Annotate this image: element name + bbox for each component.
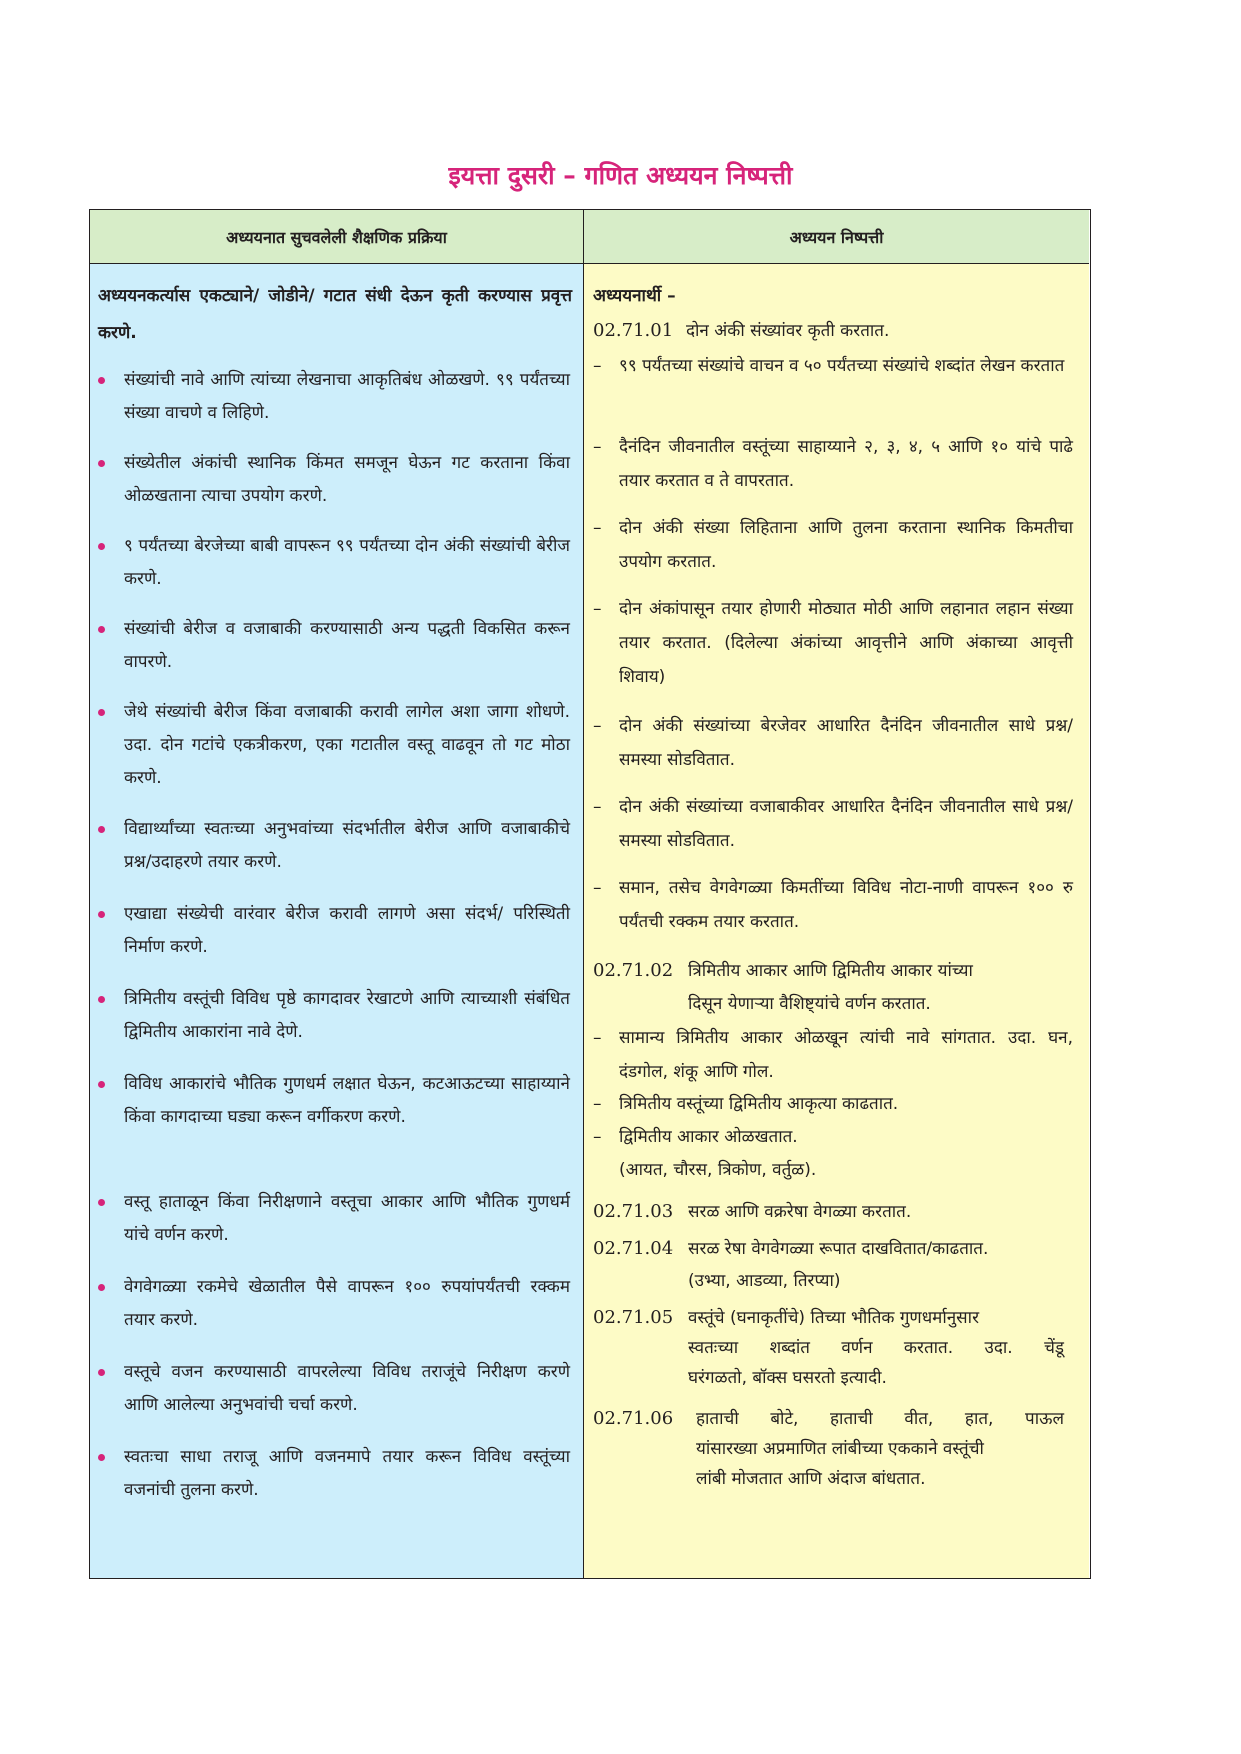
header-processes: अध्ययनात सुचवलेली शैक्षणिक प्रक्रिया bbox=[90, 210, 584, 264]
outcome-code: 02.71.02 bbox=[593, 960, 674, 981]
bullet-icon bbox=[98, 1369, 105, 1376]
outcome-sub-item: – समान, तसेच वेगवेगळ्या किमतींच्या विविध नोटा-नाणी वापरून १०० रु पर्यंतची रक्कम तयार करतात. bbox=[593, 878, 1073, 932]
list-item: एखाद्या संख्येची वारंवार बेरीज करावी लागणे असा संदर्भ/ परिस्थिती निर्माण करणे. bbox=[98, 898, 570, 964]
outcome-text: त्रिमितीय आकार आणि द्विमितीय आकार यांच्या bbox=[688, 961, 973, 981]
list-item: विविध आकारांचे भौतिक गुणधर्म लक्षात घेऊन, कटआऊटच्या साहाय्याने किंवा कागदाच्या घड्या करून वर्गीकरण करणे. bbox=[98, 1068, 570, 1134]
outcomes-heading: अध्ययनार्थी – bbox=[593, 286, 676, 306]
outcome-code: 02.71.04 bbox=[593, 1238, 674, 1259]
outcome-code: 02.71.03 bbox=[593, 1201, 674, 1222]
outcome-sub-item: – ९९ पर्यंतच्या संख्यांचे वाचन व ५० पर्यंतच्या संख्यांचे शब्दांत लेखन करतात bbox=[593, 356, 1065, 376]
outcome-sub-item: – त्रिमितीय वस्तूंच्या द्विमितीय आकृत्या काढतात. bbox=[593, 1094, 899, 1114]
outcome-sub-item: – दोन अंकी संख्यांच्या वजाबाकीवर आधारित दैनंदिन जीवनातील साधे प्रश्न/समस्या सोडवितात. bbox=[593, 797, 1073, 851]
processes-column bbox=[90, 264, 584, 1578]
bullet-icon bbox=[98, 709, 105, 716]
bullet-icon bbox=[98, 911, 105, 918]
list-item: वेगवेगळ्या रकमेचे खेळातील पैसे वापरून १०० रुपयांपर्यंतची रक्कम तयार करणे. bbox=[98, 1271, 570, 1337]
bullet-icon bbox=[98, 460, 105, 467]
outcome-text: (उभ्या, आडव्या, तिरप्या) bbox=[688, 1271, 841, 1291]
outcome-sub-item: – दैनंदिन जीवनातील वस्तूंच्या साहाय्याने २, ३, ४, ५ आणि १० यांचे पाढे तयार करतात व ते वापरतात. bbox=[593, 437, 1073, 491]
outcome-text: हाताची बोटे, हाताची वीत, हात, पाऊल bbox=[696, 1409, 1064, 1429]
bullet-icon bbox=[98, 1284, 105, 1291]
outcome-code: 02.71.05 bbox=[593, 1307, 674, 1328]
outcome-text: घरंगळतो, बॉक्स घसरतो इत्यादी. bbox=[688, 1368, 887, 1388]
bullet-icon bbox=[98, 996, 105, 1003]
outcomes-column bbox=[584, 264, 1089, 1578]
outcome-text: सरळ रेषा वेगवेगळ्या रूपात दाखवितात/काढतात. bbox=[688, 1239, 989, 1259]
outcome-text: यांसारख्या अप्रमाणित लांबीच्या एककाने वस्तूंची bbox=[696, 1439, 984, 1459]
outcome-sub-item: – दोन अंकांपासून तयार होणारी मोठ्यात मोठी आणि लहानात लहान संख्या तयार करतात. (दिलेल्या अंकांच्या आवृत्तीने आणि अंकाच्या आवृत्ती शिवाय) bbox=[593, 599, 1073, 687]
page-title: इयत्ता दुसरी – गणित अध्ययन निष्पत्ती bbox=[448, 161, 793, 190]
processes-intro: अध्ययनकर्त्यास एकट्याने/ जोडीने/ गटात संधी देऊन कृती करण्यास प्रवृत्त करणे. bbox=[98, 286, 572, 343]
outcome-text: लांबी मोजतात आणि अंदाज बांधतात. bbox=[696, 1469, 926, 1489]
outcome-code: 02.71.01 bbox=[593, 320, 674, 341]
list-item: संख्यांची नावे आणि त्यांच्या लेखनाचा आकृतिबंध ओळखणे. ९९ पर्यंतच्या संख्या वाचणे व लिहिणे. bbox=[98, 364, 570, 430]
outcome-text: वस्तूंचे (घनाकृतींचे) तिच्या भौतिक गुणधर्मानुसार bbox=[688, 1308, 980, 1328]
bullet-icon bbox=[98, 1454, 105, 1461]
bullet-icon bbox=[98, 626, 105, 633]
bullet-icon bbox=[98, 826, 105, 833]
outcome-text: सरळ आणि वक्ररेषा वेगळ्या करतात. bbox=[688, 1202, 912, 1222]
bullet-icon bbox=[98, 543, 105, 550]
outcome-sub-item: – दोन अंकी संख्यांच्या बेरजेवर आधारित दैनंदिन जीवनातील साधे प्रश्न/समस्या सोडवितात. bbox=[593, 716, 1073, 770]
outcome-code: 02.71.06 bbox=[593, 1408, 674, 1429]
list-item: संख्यांची बेरीज व वजाबाकी करण्यासाठी अन्य पद्धती विकसित करून वापरणे. bbox=[98, 613, 570, 679]
bullet-icon bbox=[98, 1081, 105, 1088]
list-item: स्वतःचा साधा तराजू आणि वजनमापे तयार करून विविध वस्तूंच्या वजनांची तुलना करणे. bbox=[98, 1441, 570, 1507]
bullet-icon bbox=[98, 377, 105, 384]
outcomes-table bbox=[89, 209, 1091, 1579]
outcome-sub-item: – सामान्य त्रिमितीय आकार ओळखून त्यांची नावे सांगतात. उदा. घन, दंडगोल, शंकू आणि गोल. bbox=[593, 1028, 1073, 1082]
outcome-note: (आयत, चौरस, त्रिकोण, वर्तुळ). bbox=[619, 1160, 817, 1180]
list-item: त्रिमितीय वस्तूंची विविध पृष्ठे कागदावर रेखाटणे आणि त्याच्याशी संबंधित द्विमितीय आकारांना नावे देणे. bbox=[98, 983, 570, 1049]
outcome-sub-item: – द्विमितीय आकार ओळखतात. bbox=[593, 1127, 798, 1147]
list-item: वस्तूचे वजन करण्यासाठी वापरलेल्या विविध तराजूंचे निरीक्षण करणे आणि आलेल्या अनुभवांची चर्चा करणे. bbox=[98, 1356, 570, 1422]
list-item: जेथे संख्यांची बेरीज किंवा वजाबाकी करावी लागेल अशा जागा शोधणे. उदा. दोन गटांचे एकत्रीकरण, एका गटातील वस्तू वाढवून तो गट मोठा करणे. bbox=[98, 696, 570, 795]
outcome-sub-item: – दोन अंकी संख्या लिहिताना आणि तुलना करताना स्थानिक किमतीचा उपयोग करतात. bbox=[593, 518, 1073, 572]
list-item: संख्येतील अंकांची स्थानिक किंमत समजून घेऊन गट करताना किंवा ओळखताना त्याचा उपयोग करणे. bbox=[98, 447, 570, 513]
list-item: वस्तू हाताळून किंवा निरीक्षणाने वस्तूचा आकार आणि भौतिक गुणधर्म यांचे वर्णन करणे. bbox=[98, 1186, 570, 1252]
outcome-text: स्वतःच्या शब्दांत वर्णन करतात. उदा. चेंडू bbox=[688, 1338, 1064, 1358]
bullet-icon bbox=[98, 1199, 105, 1206]
list-item: ९ पर्यंतच्या बेरजेच्या बाबी वापरून ९९ पर्यंतच्या दोन अंकी संख्यांची बेरीज करणे. bbox=[98, 530, 570, 596]
header-outcomes: अध्ययन निष्पत्ती bbox=[584, 210, 1089, 264]
outcome-text: दोन अंकी संख्यांवर कृती करतात. bbox=[686, 321, 890, 341]
list-item: विद्यार्थ्यांच्या स्वतःच्या अनुभवांच्या संदर्भातील बेरीज आणि वजाबाकीचे प्रश्न/उदाहरणे तयार करणे. bbox=[98, 813, 570, 879]
outcome-text: दिसून येणाऱ्या वैशिष्ट्यांचे वर्णन करतात. bbox=[688, 994, 931, 1014]
